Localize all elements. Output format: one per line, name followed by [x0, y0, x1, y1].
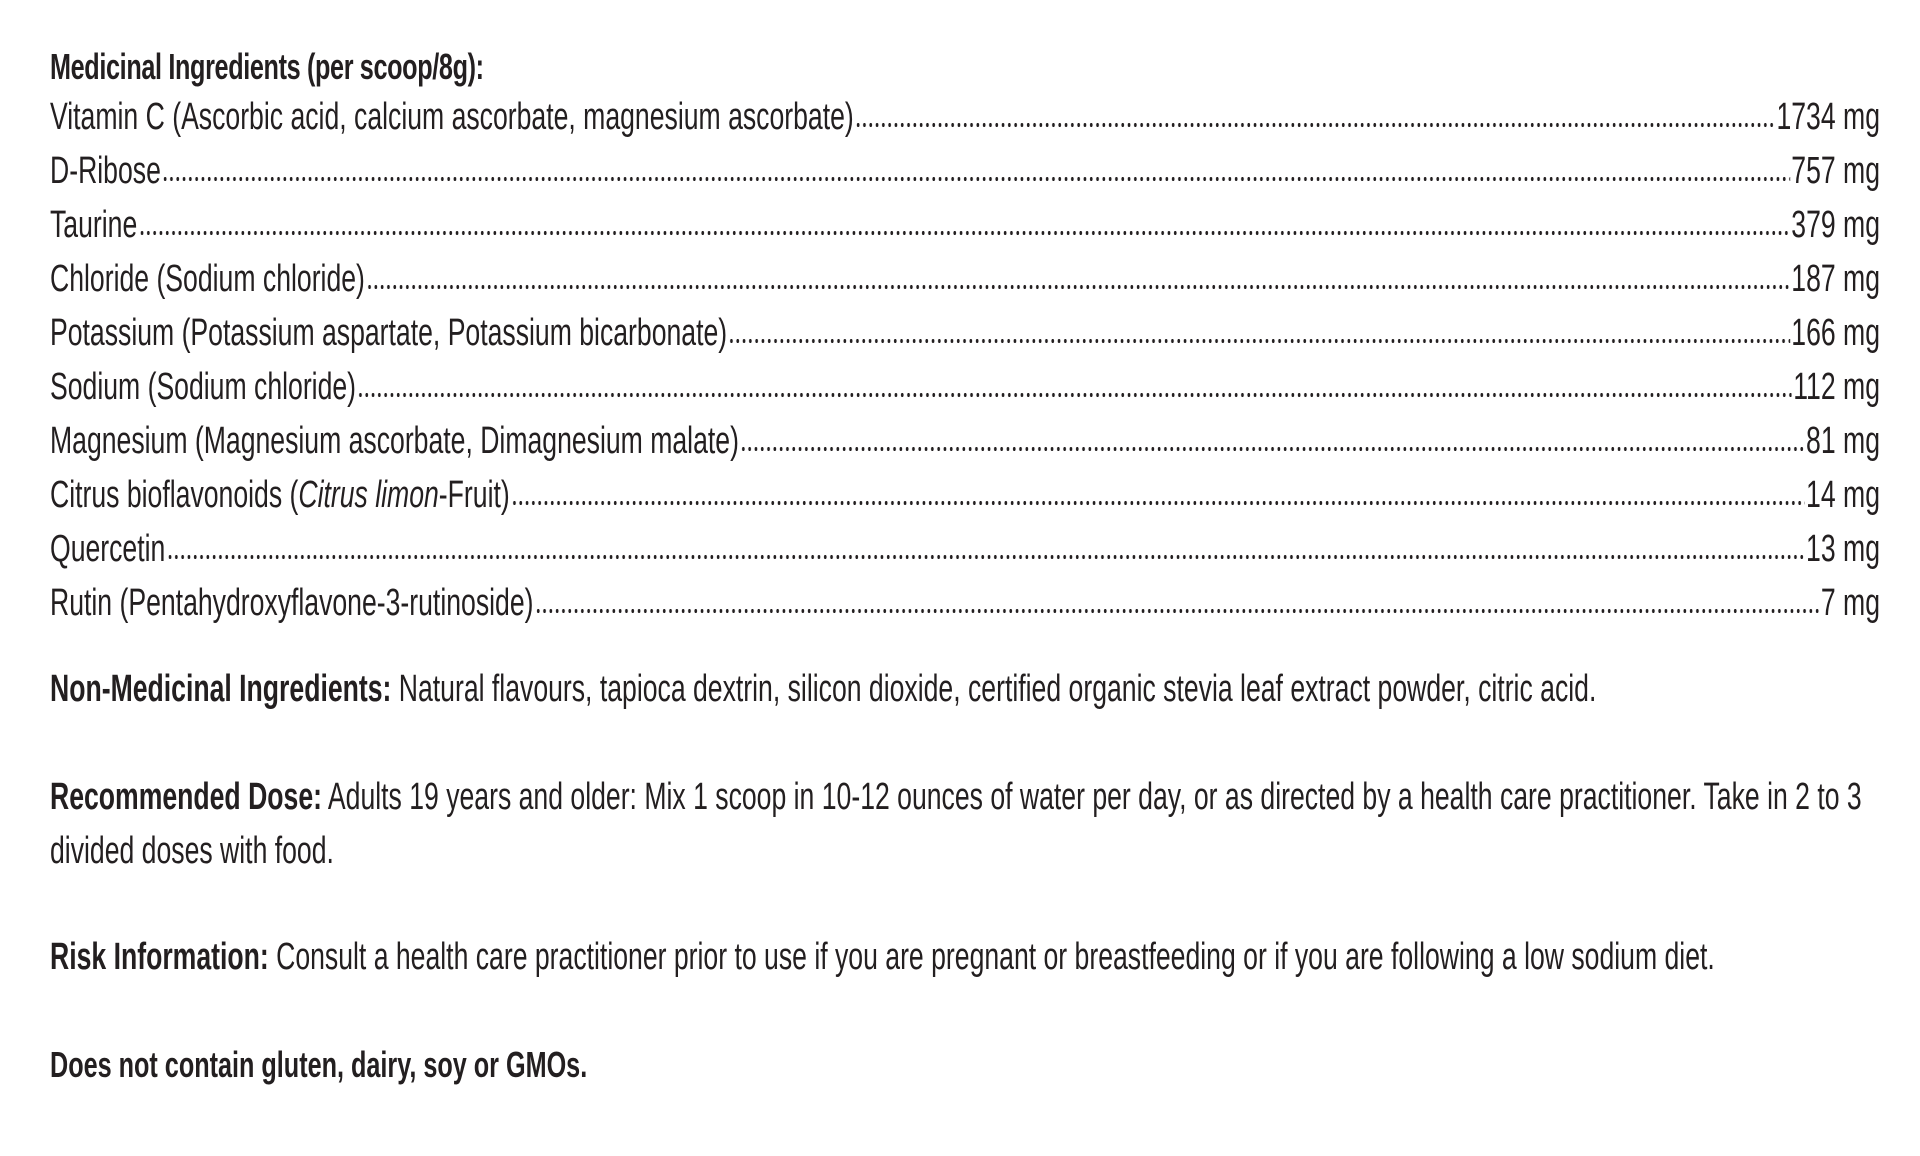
dot-leader	[511, 500, 1805, 506]
ingredient-amount: 1734 mg	[1776, 96, 1880, 138]
medicinal-ingredients-heading: Medicinal Ingredients (per scoop/8g):	[50, 46, 484, 87]
ingredient-amount: 757 mg	[1791, 150, 1880, 192]
dot-leader	[535, 608, 1820, 614]
dot-leader	[740, 446, 1804, 452]
ingredient-amount: 7 mg	[1820, 582, 1880, 624]
ingredient-amount: 14 mg	[1806, 474, 1880, 516]
ingredient-name: D-Ribose	[50, 150, 161, 192]
ingredient-amount: 81 mg	[1806, 420, 1880, 462]
recommended-dose	[50, 770, 1880, 878]
latin-name: Citrus limon	[298, 474, 439, 516]
dot-leader	[366, 284, 1790, 290]
non-medicinal-label: Non-Medicinal Ingredients:	[50, 668, 392, 710]
ingredient-name: Chloride (Sodium chloride)	[50, 258, 365, 300]
ingredient-row	[50, 522, 1880, 576]
recommended-dose-text: Adults 19 years and older: Mix 1 scoop in 10-12 ounces of water per day, or as directed by a health care practitioner. Take in 2 to 3 divided doses with food.	[50, 776, 1862, 872]
ingredient-list	[50, 90, 1880, 630]
non-medicinal-text: Natural flavours, tapioca dextrin, silicon dioxide, certified organic stevia leaf extract powder, citric acid.	[391, 668, 1597, 710]
risk-information	[50, 930, 1880, 984]
dot-leader	[357, 392, 1791, 398]
dot-leader	[167, 554, 1805, 560]
ingredient-name: Citrus bioflavonoids (Citrus limon-Fruit)	[50, 474, 510, 516]
ingredient-name: Potassium (Potassium aspartate, Potassium bicarbonate)	[50, 312, 728, 354]
ingredient-row	[50, 144, 1880, 198]
ingredient-name: Sodium (Sodium chloride)	[50, 366, 357, 408]
ingredient-name: Magnesium (Magnesium ascorbate, Dimagnesium malate)	[50, 420, 739, 462]
ingredient-amount: 187 mg	[1791, 258, 1880, 300]
risk-information-label: Risk Information:	[50, 936, 269, 978]
non-medicinal-ingredients	[50, 662, 1880, 716]
dot-leader	[139, 230, 1790, 236]
ingredient-row	[50, 468, 1880, 522]
ingredient-row	[50, 90, 1880, 144]
ingredient-amount: 166 mg	[1791, 312, 1880, 354]
ingredient-row	[50, 306, 1880, 360]
ingredient-amount: 13 mg	[1806, 528, 1880, 570]
supplement-label	[50, 44, 1880, 1092]
ingredient-row	[50, 414, 1880, 468]
risk-information-text: Consult a health care practitioner prior to use if you are pregnant or breastfeeding or if you are following a low sodium diet.	[268, 936, 1715, 978]
ingredient-row	[50, 252, 1880, 306]
allergen-statement: Does not contain gluten, dairy, soy or GMOs.	[50, 1044, 588, 1085]
dot-leader	[855, 122, 1775, 128]
ingredient-name: Taurine	[50, 204, 138, 246]
ingredient-name: Quercetin	[50, 528, 166, 570]
dot-leader	[162, 176, 1790, 182]
ingredient-amount: 379 mg	[1791, 204, 1880, 246]
ingredient-row	[50, 198, 1880, 252]
ingredient-name: Vitamin C (Ascorbic acid, calcium ascorbate, magnesium ascorbate)	[50, 96, 854, 138]
dot-leader	[729, 338, 1790, 344]
ingredient-row	[50, 576, 1880, 630]
ingredient-amount: 112 mg	[1793, 366, 1880, 408]
ingredient-row	[50, 360, 1880, 414]
ingredient-name: Rutin (Pentahydroxyflavone-3-rutinoside)	[50, 582, 534, 624]
recommended-dose-label: Recommended Dose:	[50, 776, 322, 818]
